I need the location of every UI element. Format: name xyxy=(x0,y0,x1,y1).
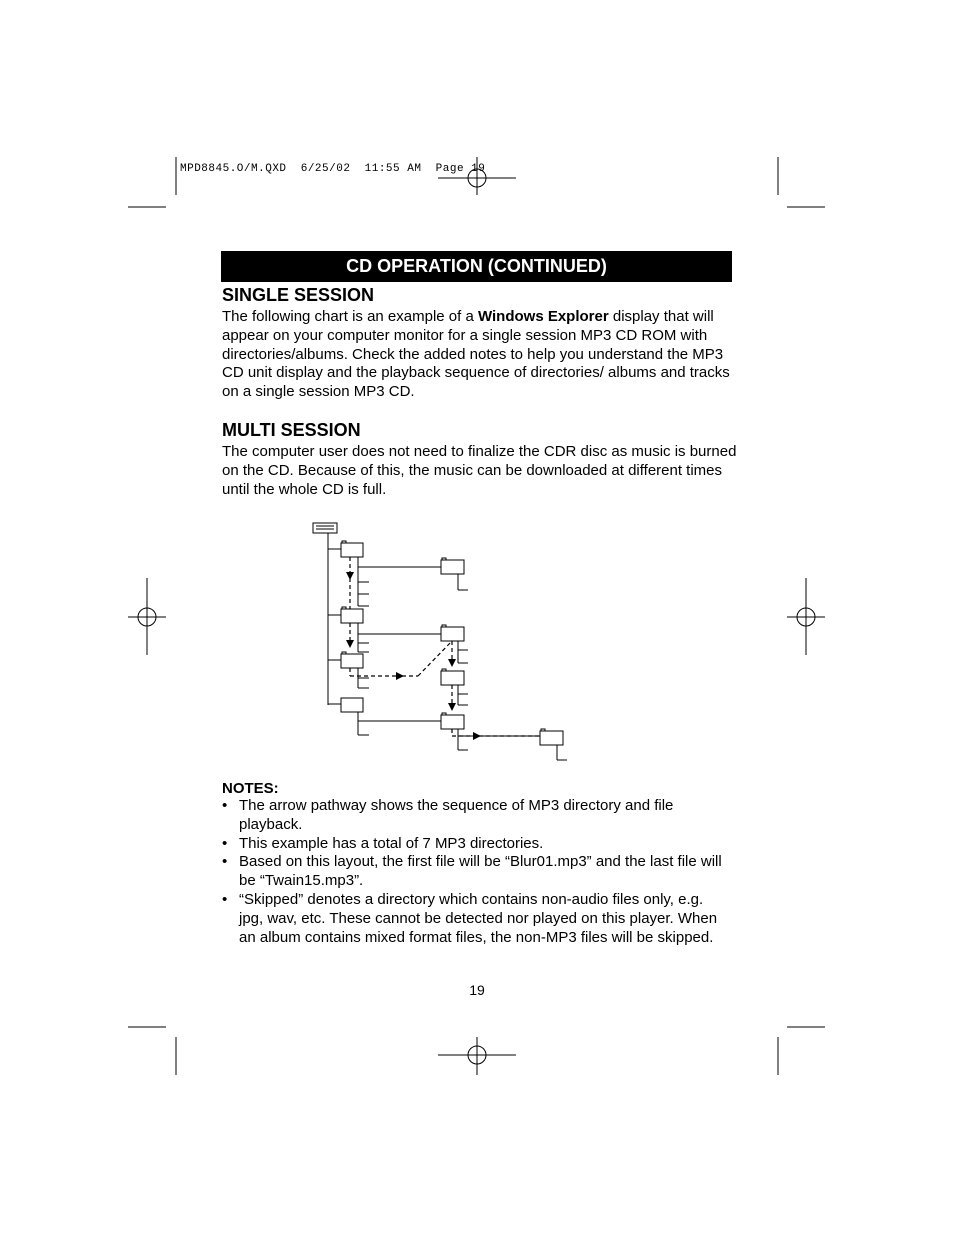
note-item xyxy=(222,835,722,854)
note-item xyxy=(222,797,722,835)
folder-icon xyxy=(341,541,363,557)
note-text: Based on this layout, the first file will be “Blur01.mp3” and the last file will be “Twain15.mp3”. xyxy=(239,853,722,890)
bullet-icon: • xyxy=(222,853,228,871)
folder-icon xyxy=(441,669,464,685)
registration-mark-top xyxy=(438,157,516,195)
folder-icon xyxy=(441,558,464,574)
folder-icon xyxy=(341,607,363,623)
playback-path xyxy=(350,557,540,736)
note-item xyxy=(222,853,722,891)
folder-icon xyxy=(441,713,464,729)
printer-slug: MPD8845.O/M.QXD 6/25/02 11:55 AM Page 19 xyxy=(180,163,486,175)
registration-mark-right xyxy=(787,578,825,655)
registration-mark-left xyxy=(128,578,166,655)
section-banner xyxy=(221,251,732,282)
multi-session-heading: MULTI SESSION xyxy=(222,420,361,440)
folder-icon xyxy=(540,729,563,745)
note-item xyxy=(222,891,722,947)
bullet-icon: • xyxy=(222,834,228,852)
notes-title: NOTES: xyxy=(222,780,279,797)
multi-session-paragraph: The computer user does not need to finalize the CDR disc as music is burned on the CD. Because of this, the music can be downloaded at different times until the whole CD is full. xyxy=(222,443,737,498)
section-banner-title: CD OPERATION (CONTINUED) xyxy=(346,256,607,276)
page-number: 19 xyxy=(469,982,485,998)
folder-icon xyxy=(341,698,363,712)
note-text: The arrow pathway shows the sequence of MP3 directory and file playback. xyxy=(239,797,674,833)
single-session-paragraph xyxy=(222,308,737,402)
single-session-text-before: The following chart is an example of a xyxy=(222,308,478,325)
note-text: This example has a total of 7 MP3 directories. xyxy=(239,834,544,852)
single-session-heading: SINGLE SESSION xyxy=(222,285,375,305)
note-text: “Skipped” denotes a directory which contains non-audio files only, e.g. jpg, wav, etc. These cannot be detected nor played on this player. When an album contains mixed format files, the non-MP3 files will be skipped. xyxy=(239,890,718,946)
directory-tree-diagram xyxy=(300,515,580,770)
folder-icon xyxy=(441,625,464,641)
registration-mark-bottom xyxy=(438,1037,516,1075)
notes-list xyxy=(222,797,722,947)
bullet-icon: • xyxy=(222,890,228,908)
windows-explorer-bold: Windows Explorer xyxy=(477,308,609,325)
root-drive-icon xyxy=(313,523,337,533)
folder-icon xyxy=(341,652,363,668)
bullet-icon: • xyxy=(222,797,228,814)
single-session-text-after: display that will appear on your computer monitor for a single session MP3 CD ROM with directories/albums. Check the added notes to help you understand the MP3 CD unit display and the playback sequence of directories/ albums and tracks on a single session MP3 CD. xyxy=(222,308,730,401)
